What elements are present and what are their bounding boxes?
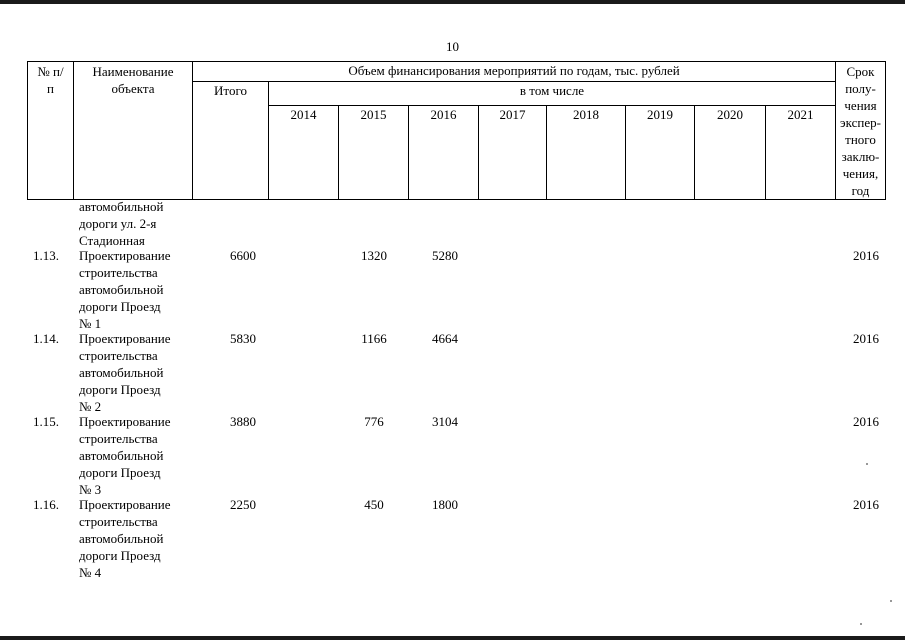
header-total-col: Итого [193, 82, 269, 200]
deadline-value: 2016 [853, 331, 879, 346]
object-name: Проектирование строительства автомобильной дороги Проезд № 2 [79, 331, 171, 414]
scan-speck [860, 623, 862, 625]
value-2016: 1800 [432, 497, 458, 512]
total-value: 6600 [230, 248, 256, 263]
object-name: Проектирование строительства автомобильной дороги Проезд № 1 [79, 248, 171, 331]
value-2016: 4664 [432, 331, 458, 346]
deadline-value: 2016 [853, 497, 879, 512]
header-including: в том числе [269, 82, 836, 106]
row-number: 1.16. [33, 497, 59, 512]
object-name: Проектирование строительства автомобильной дороги Проезд № 4 [79, 497, 171, 580]
header-name-col: Наименование объекта [74, 62, 193, 200]
table-header [27, 61, 886, 200]
value-2016: 3104 [432, 414, 458, 429]
continuation-name: автомобильной дороги ул. 2-я Стадионная [79, 199, 164, 248]
bottom-border-bar [0, 636, 905, 640]
scan-speck [890, 600, 892, 602]
total-value: 3880 [230, 414, 256, 429]
header-year-2016: 2016 [409, 106, 479, 200]
row-number: 1.15. [33, 414, 59, 429]
top-border-bar [0, 0, 905, 4]
row-number: 1.13. [33, 248, 59, 263]
total-value: 5830 [230, 331, 256, 346]
deadline-value: 2016 [853, 248, 879, 263]
row-number: 1.14. [33, 331, 59, 346]
header-year-2018: 2018 [547, 106, 626, 200]
header-year-2020: 2020 [695, 106, 766, 200]
deadline-value: 2016 [853, 414, 879, 429]
header-year-2017: 2017 [479, 106, 547, 200]
header-year-2015: 2015 [339, 106, 409, 200]
header-deadline-col: Срок полу-чения экспер-тного заклю-чения, год [836, 62, 886, 200]
header-num-col: № п/п [28, 62, 74, 200]
header-year-2014: 2014 [269, 106, 339, 200]
header-year-2021: 2021 [766, 106, 836, 200]
value-2015: 1320 [361, 248, 387, 263]
total-value: 2250 [230, 497, 256, 512]
value-2015: 450 [364, 497, 384, 512]
page-number: 10 [446, 39, 459, 54]
header-year-2019: 2019 [626, 106, 695, 200]
value-2015: 776 [364, 414, 384, 429]
scan-speck [866, 463, 868, 465]
header-financing-title: Объем финансирования мероприятий по годам, тыс. рублей [193, 62, 836, 82]
value-2015: 1166 [361, 331, 387, 346]
object-name: Проектирование строительства автомобильной дороги Проезд № 3 [79, 414, 171, 497]
value-2016: 5280 [432, 248, 458, 263]
